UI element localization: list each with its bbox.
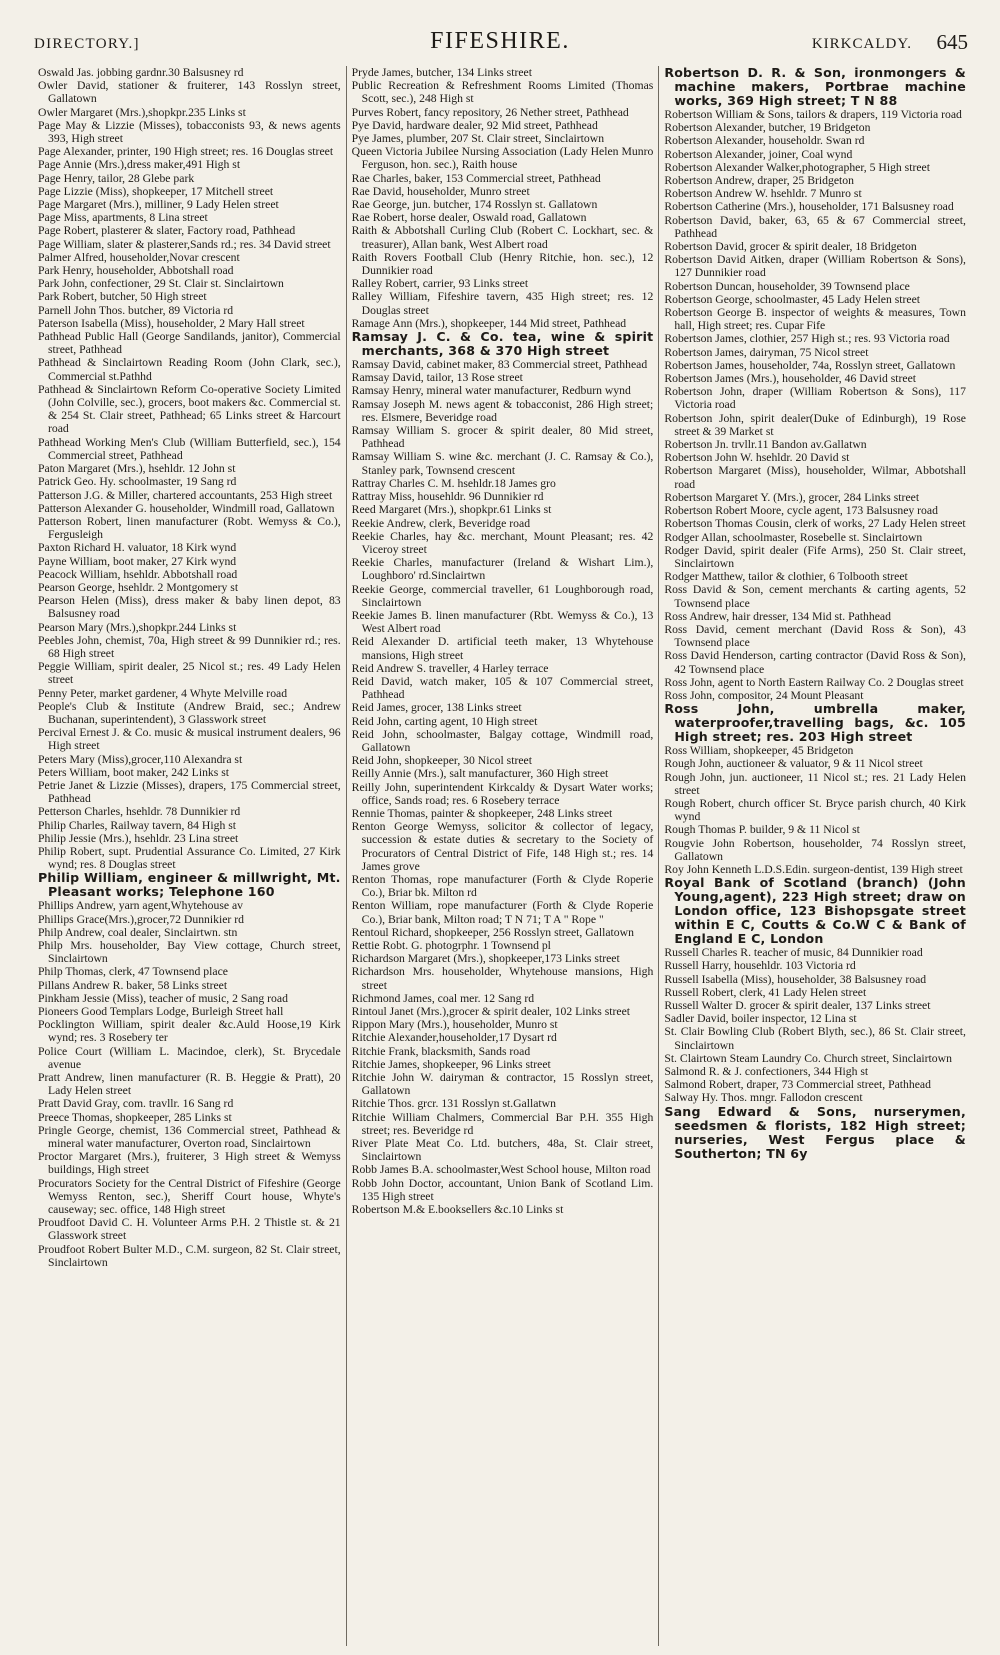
directory-entry: Owler David, stationer & fruiterer, 143 Rosslyn street, Gallatown [38,79,341,106]
directory-entry: Richardson Margaret (Mrs.), shopkeeper,173 Links street [351,952,620,966]
directory-entry: Ritchie Frank, blacksmith, Sands road [351,1044,531,1058]
directory-entry: Reekie Charles, hay &c. merchant, Mount Pleasant; res. 42 Viceroy street [351,529,654,556]
directory-entry: Reekie George, commercial traveller, 61 Loughborough road, Sinclairtown [351,582,654,609]
directory-entry: Reilly Annie (Mrs.), salt manufacturer, 360 High street [351,767,609,781]
directory-entry: Paterson Isabella (Miss), householder, 2 Mary Hall street [38,316,305,330]
directory-entry: Ramsay Henry, mineral water manufacturer, Redburn wynd [351,384,631,398]
directory-entry-advert: Ross John, umbrella maker, waterproofer,travelling bags, &c. 105 High street; res. 203 High street [664,701,966,745]
directory-entry: Robertson William & Sons, tailors & drapers, 119 Victoria road [664,108,962,121]
directory-entry: Pearson George, hsehldr. 2 Montgomery st [38,580,239,594]
directory-entry: Payne William, boot maker, 27 Kirk wynd [38,554,237,568]
directory-entry: Philip Robert, supt. Prudential Assurance Co. Limited, 27 Kirk wynd; res. 8 Douglas street [38,844,341,872]
directory-entry: Parnell John Thos. butcher, 89 Victoria rd [38,303,234,317]
header-left: DIRECTORY.] [34,36,140,52]
directory-entry: Philip Charles, Railway tavern, 84 High st [38,818,237,832]
directory-entry: Reilly John, superintendent Kirkcaldy & Dysart Water works; office, Sands road; res. 6 Rosebery terrace [351,780,654,807]
directory-entry: Rae Robert, horse dealer, Oswald road, Gallatown [351,211,587,225]
directory-entry: Reekie Andrew, clerk, Beveridge road [351,516,531,530]
directory-entry: Pratt Andrew, linen manufacturer (R. B. Heggie & Pratt), 20 Lady Helen street [38,1071,341,1098]
directory-entry: Rattray Miss, househldr. 96 Dunnikier rd [351,490,544,504]
directory-entry: Ralley Robert, carrier, 93 Links street [351,277,529,291]
directory-entry: Robertson Jn. trvllr.11 Bandon av.Gallatwn [664,438,867,452]
directory-columns [33,66,971,1646]
directory-entry: Pringle George, chemist, 136 Commercial street, Pathhead & mineral water manufacturer, Overton road, Sinclairtown [38,1123,341,1151]
directory-entry: Robertson Alexander, joiner, Coal wynd [664,147,853,161]
directory-entry: Robertson Margaret Y. (Mrs.), grocer, 284 Links street [664,490,920,504]
directory-entry: Ramsay Joseph M. news agent & tobacconist, 286 High street; res. Elsmere, Beveridge road [351,397,654,424]
directory-entry: Paxton Richard H. valuator, 18 Kirk wynd [38,541,237,555]
directory-entry: Reid James, grocer, 138 Links street [351,701,522,715]
directory-entry: Patterson J.G. & Miller, chartered accountants, 253 High street [38,488,333,502]
directory-entry: Pinkham Jessie (Miss), teacher of music, 2 Sang road [38,991,288,1005]
directory-entry: Robertson Thomas Cousin, clerk of works, 27 Lady Helen street [664,517,966,531]
directory-entry: Rough Robert, church officer St. Bryce parish church, 40 Kirk wynd [664,796,966,824]
directory-entry: Robertson Andrew W. hsehldr. 7 Munro st [664,187,862,201]
directory-entry: Phillips Grace(Mrs.),grocer,72 Dunnikier rd [38,912,244,926]
directory-entry-advert: Sang Edward & Sons, nurserymen, seedsmen & florists, 182 High street; nurseries, West Fergus place & Southerton; TN 6y [664,1103,966,1161]
directory-entry: Russell Charles R. teacher of music, 84 Dunnikier road [664,946,923,960]
directory-entry: Owler Margaret (Mrs.),shopkpr.235 Links st [38,105,246,119]
directory-entry: Pathhead & Sinclairtown Reform Co-operative Society Limited (John Colville, sec.), grocers, boot makers &c. Commercial st. & 254 St. Clair street, Pathhead; 65 Links street & Harcourt road [38,382,341,436]
directory-entry: Ross John, agent to North Eastern Railway Co. 2 Douglas street [664,675,964,689]
column-3 [658,66,971,1646]
directory-entry: Pratt David Gray, com. travllr. 16 Sang rd [38,1097,234,1111]
directory-entry: Pye David, hardware dealer, 92 Mid street, Pathhead [351,118,598,132]
directory-entry: Robertson Andrew, draper, 25 Bridgeton [664,174,854,188]
directory-entry-advert: Robertson D. R. & Son, ironmongers & machine makers, Portbrae machine works, 369 High street; T N 88 [664,66,966,108]
directory-entry: Rougvie John Robertson, householder, 74 Rosslyn street, Gallatown [664,836,966,863]
directory-entry: Ramage Ann (Mrs.), shopkeeper, 144 Mid street, Pathhead [351,316,627,330]
directory-entry: Robb John Doctor, accountant, Union Bank of Scotland Lim. 135 High street [351,1176,654,1203]
directory-entry: Reid Andrew S. traveller, 4 Harley terrace [351,661,549,675]
directory-entry: St. Clair Bowling Club (Robert Blyth, sec.), 86 St. Clair street, Sinclairtown [664,1025,966,1052]
directory-entry: Preece Thomas, shopkeeper, 285 Links st [38,1110,232,1124]
directory-entry: Pathhead & Sinclairtown Reading Room (John Clark, sec.), Commercial st.Pathhd [38,356,341,383]
header-title: FIFESHIRE. [430,28,570,54]
directory-entry: Pathhead Public Hall (George Sandilands, janitor), Commercial street, Pathhead [38,330,341,357]
directory-entry: Patrick Geo. Hy. schoolmaster, 19 Sang rd [38,475,237,489]
directory-entry: Reid Alexander D. artificial teeth maker, 13 Whytehouse mansions, High street [351,635,654,662]
directory-entry: Peters Mary (Miss),grocer,110 Alexandra st [38,752,243,766]
directory-entry: Rae Charles, baker, 153 Commercial street, Pathhead [351,171,601,185]
directory-entry: Reekie James B. linen manufacturer (Rbt. Wemyss & Co.), 13 West Albert road [351,608,654,636]
directory-entry: Pearson Helen (Miss), dress maker & baby linen depot, 83 Balsusney road [38,594,341,621]
directory-entry: Ritchie James, shopkeeper, 96 Links street [351,1057,551,1071]
directory-entry: Robertson Robert Moore, cycle agent, 173 Balsusney road [664,504,938,518]
directory-entry: Robertson David, baker, 63, 65 & 67 Commercial street, Pathhead [664,213,966,240]
directory-entry: Phillips Andrew, yarn agent,Whytehouse av [38,899,244,913]
directory-entry: Pioneers Good Templars Lodge, Burleigh Street hall [38,1005,284,1019]
directory-entry: Renton George Wemyss, solicitor & collector of legacy, succession & estate duties & secretary to the Society of Procurators of Central District of Fife, 148 High st.; res. 14 James grove [351,820,654,873]
directory-entry: Oswald Jas. jobbing gardnr.30 Balsusney rd [38,66,244,79]
directory-entry: Russell Robert, clerk, 41 Lady Helen street [664,985,867,999]
directory-entry: Ross David & Son, cement merchants & carting agents, 52 Townsend place [664,583,966,610]
directory-entry: Robertson Duncan, householder, 39 Townsend place [664,279,910,293]
directory-entry: Robertson Alexander Walker,photographer, 5 High street [664,160,930,174]
directory-entry: Rodger David, spirit dealer (Fife Arms), 250 St. Clair street, Sinclairtown [664,543,966,570]
directory-entry: Ross David, cement merchant (David Ross & Son), 43 Townsend place [664,622,966,650]
directory-entry: Ritchie Alexander,householder,17 Dysart rd [351,1031,557,1045]
directory-entry: Pearson Mary (Mrs.),shopkpr.244 Links st [38,620,237,634]
directory-entry: Robertson John, spirit dealer(Duke of Edinburgh), 19 Rose street & 39 Market st [664,411,966,438]
directory-entry: Petterson Charles, hsehldr. 78 Dunnikier rd [38,805,241,819]
directory-entry: Reid John, schoolmaster, Balgay cottage, Windmill road, Gallatown [351,727,654,754]
page-header [30,26,970,56]
directory-entry: Ritchie William Chalmers, Commercial Bar P.H. 355 High street; res. Beveridge rd [351,1110,654,1137]
directory-entry: Russell Harry, househldr. 103 Victoria rd [664,959,856,973]
directory-entry: Peebles John, chemist, 70a, High street & 99 Dunnikier rd.; res. 68 High street [38,633,341,660]
directory-entry: Salway Hy. Thos. mngr. Fallodon crescent [664,1091,863,1105]
directory-entry: Philp Mrs. householder, Bay View cottage, Church street, Sinclairtown [38,939,341,966]
directory-entry: Raith Rovers Football Club (Henry Ritchie, hon. sec.), 12 Dunnikier road [351,250,654,278]
directory-entry-advert: Philip William, engineer & millwright, Mt. Pleasant works; Telephone 160 [38,870,341,900]
directory-entry: Rennie Thomas, painter & shopkeeper, 248 Links street [351,806,613,820]
directory-entry: Park Henry, householder, Abbotshall road [38,264,234,278]
directory-entry: Percival Ernest J. & Co. music & musical instrument dealers, 96 High street [38,726,341,753]
directory-entry: Robertson James, householder, 74a, Rosslyn street, Gallatown [664,358,956,372]
directory-entry: Pryde James, butcher, 134 Links street [351,66,532,79]
column-2 [346,66,659,1646]
directory-entry: Paton Margaret (Mrs.), hsehldr. 12 John st [38,462,236,476]
directory-entry: Ramsay William S. grocer & spirit dealer, 80 Mid street, Pathhead [351,424,654,451]
directory-entry: Reed Margaret (Mrs.), shopkpr.61 Links st [351,503,552,517]
directory-entry: Patterson Alexander G. householder, Windmill road, Gallatown [38,501,335,515]
directory-entry: Ross Andrew, hair dresser, 134 Mid st. Pathhead [664,609,891,623]
directory-entry: Philp Andrew, coal dealer, Sinclairtwn. stn [38,925,238,939]
directory-entry: Robertson James, dairyman, 75 Nicol street [664,345,869,359]
directory-entry: Robertson Alexander, householdr. Swan rd [664,134,865,148]
directory-entry: Rentoul Richard, shopkeeper, 256 Rosslyn street, Gallatown [351,925,634,939]
directory-entry: Proudfoot David C. H. Volunteer Arms P.H. 2 Thistle st. & 21 Glasswork street [38,1216,341,1243]
directory-entry: Page Margaret (Mrs.), milliner, 9 Lady Helen street [38,198,279,212]
directory-entry: Page Lizzie (Miss), shopkeeper, 17 Mitchell street [38,184,274,198]
directory-entry: Robb James B.A. schoolmaster,West School house, Milton road [351,1163,651,1177]
directory-entry: Ritchie Thos. grcr. 131 Rosslyn st.Gallatwn [351,1097,556,1111]
directory-entry: Park Robert, butcher, 50 High street [38,290,207,304]
directory-entry: Sadler David, boiler inspector, 12 Lina st [664,1012,857,1026]
directory-entry: Rae George, jun. butcher, 174 Rosslyn st. Gallatown [351,198,598,212]
directory-entry: Robertson James, clothier, 257 High st.; res. 93 Victoria road [664,332,950,346]
directory-entry: Page Annie (Mrs.),dress maker,491 High st [38,158,241,172]
directory-entry: Ross David Henderson, carting contractor (David Ross & Son), 42 Townsend place [664,649,966,676]
directory-entry: Ramsay David, cabinet maker, 83 Commercial street, Pathhead [351,358,648,372]
directory-entry: Pye James, plumber, 207 St. Clair street, Sinclairtown [351,132,605,146]
directory-entry: Philip Jessie (Mrs.), hsehldr. 23 Lina street [38,831,239,845]
directory-entry: Ralley William, Fifeshire tavern, 435 High street; res. 12 Douglas street [351,290,654,317]
directory-entry: Renton William, rope manufacturer (Forth & Clyde Roperie Co.), Briar bank, Milton road; T N 71; T A " Rope " [351,899,654,926]
directory-entry: Rough Thomas P. builder, 9 & 11 Nicol st [664,823,860,837]
directory-entry: Robertson George B. inspector of weights & measures, Town hall, High street; res. Cupar Fife [664,306,966,333]
directory-entry: Richardson Mrs. householder, Whytehouse mansions, High street [351,965,654,992]
page-number: 645 [936,30,968,54]
directory-entry-advert: Royal Bank of Scotland (branch) (John Young,agent), 223 High street; draw on London office, 123 Bishopsgate street within E C, Coutts & Co.W C & Bank of England E C, London [664,875,966,947]
header-running-head: KIRKCALDY. [811,36,912,52]
directory-entry: Patterson Robert, linen manufacturer (Robt. Wemyss & Co.), Fergusleigh [38,514,341,542]
directory-entry: Page Robert, plasterer & slater, Factory road, Pathhead [38,224,296,238]
directory-entry: Reid John, shopkeeper, 30 Nicol street [351,754,532,768]
directory-entry: River Plate Meat Co. Ltd. butchers, 48a, St. Clair street, Sinclairtown [351,1137,654,1164]
directory-entry: St. Clairtown Steam Laundry Co. Church street, Sinclairtown [664,1051,952,1065]
directory-entry: Penny Peter, market gardener, 4 Whyte Melville road [38,686,288,700]
directory-entry: Pillans Andrew R. baker, 58 Links street [38,978,228,992]
directory-entry: Russell Isabella (Miss), householder, 38 Balsusney road [664,972,927,986]
directory-entry: Rintoul Janet (Mrs.),grocer & spirit dealer, 102 Links street [351,1005,630,1019]
directory-entry: Peacock William, hsehldr. Abbotshall road [38,567,238,581]
directory-entry: Robertson John, draper (William Robertson & Sons), 117 Victoria road [664,385,966,412]
directory-entry: Russell Walter D. grocer & spirit dealer, 137 Links street [664,998,931,1012]
directory-entry: Petrie Janet & Lizzie (Misses), drapers, 175 Commercial street, Pathhead [38,778,341,806]
directory-entry: Ramsay William S. wine &c. merchant (J. C. Ramsay & Co.), Stanley park, Townsend crescent [351,450,654,477]
directory-entry: Robertson Margaret (Miss), householder, Wilmar, Abbotshall road [664,464,966,491]
directory-entry: Rough John, auctioneer & valuator, 9 & 11 Nicol street [664,757,923,771]
directory-entry: Pathhead Working Men's Club (William Butterfield, sec.), 154 Commercial street, Pathhead [38,435,341,462]
directory-entry: Proudfoot Robert Bulter M.D., C.M. surgeon, 82 St. Clair street, Sinclairtown [38,1242,341,1269]
directory-entry: Robertson David Aitken, draper (William Robertson & Sons), 127 Dunnikier road [664,253,966,280]
directory-entry: Salmond R. & J. confectioners, 344 High st [664,1065,869,1078]
directory-entry: Procurators Society for the Central District of Fifeshire (George Wemyss Renton, sec.), Sheriff Court house, Whyte's causeway; sec. office, 148 High street [38,1176,341,1217]
directory-entry: Page William, slater & plasterer,Sands rd.; res. 34 David street [38,237,331,251]
directory-entry: Philp Thomas, clerk, 47 Townsend place [38,965,228,979]
directory-entry: Robertson Alexander, butcher, 19 Bridgeton [664,121,871,135]
directory-entry: Rippon Mary (Mrs.), householder, Munro st [351,1018,558,1032]
directory-entry: Reid David, watch maker, 105 & 107 Commercial street, Pathhead [351,674,654,702]
directory-entry: Page Miss, apartments, 8 Lina street [38,211,208,225]
directory-entry: Renton Thomas, rope manufacturer (Forth & Clyde Roperie Co.), Briar bk. Milton rd [351,872,654,900]
directory-entry: Robertson David, grocer & spirit dealer, 18 Bridgeton [664,240,917,254]
directory-entry: Rodger Matthew, tailor & clothier, 6 Tolbooth street [664,570,908,584]
directory-entry: Robertson James (Mrs.), householder, 46 David street [664,372,917,386]
directory-entry: Page Henry, tailor, 28 Glebe park [38,171,195,185]
directory-entry: Pocklington William, spirit dealer &c.Auld Hoose,19 Kirk wynd; res. 3 Rosebery ter [38,1018,341,1045]
directory-entry-advert: Ramsay J. C. & Co. tea, wine & spirit merchants, 368 & 370 High street [351,329,654,359]
directory-entry: Robertson George, schoolmaster, 45 Lady Helen street [664,292,921,306]
column-1 [33,66,346,1646]
directory-entry: Queen Victoria Jubilee Nursing Association (Lady Helen Munro Ferguson, hon. sec.), Raith house [351,145,654,172]
directory-entry: Ross William, shopkeeper, 45 Bridgeton [664,744,854,758]
directory-entry: Purves Robert, fancy repository, 26 Nether street, Pathhead [351,105,629,119]
directory-entry: Peggie William, spirit dealer, 25 Nicol st.; res. 49 Lady Helen street [38,660,341,687]
directory-entry: Robertson Catherine (Mrs.), householder, 171 Balsusney road [664,200,954,214]
directory-entry: Reekie Charles, manufacturer (Ireland & Wishart Lim.), Loughboro' rd.Sinclairtwn [351,556,654,583]
directory-entry: Rae David, householder, Munro street [351,184,530,198]
directory-entry: Rattray Charles C. M. hsehldr.18 James gro [351,476,556,490]
directory-entry: Ross John, compositor, 24 Mount Pleasant [664,688,864,702]
directory-entry: People's Club & Institute (Andrew Braid, sec.; Andrew Buchanan, superintendent), 3 Glasswork street [38,699,341,726]
directory-entry: Ramsay David, tailor, 13 Rose street [351,371,523,385]
directory-entry: Page May & Lizzie (Misses), tobacconists 93, & news agents 393, High street [38,118,341,146]
directory-entry: Roy John Kenneth L.D.S.Edin. surgeon-dentist, 139 High street [664,862,963,876]
directory-entry: Palmer Alfred, householder,Novar crescent [38,250,240,264]
directory-entry: Salmond Robert, draper, 73 Commercial street, Pathhead [664,1078,931,1092]
directory-entry: Peters William, boot maker, 242 Links st [38,765,230,779]
directory-entry: Police Court (William L. Macindoe, clerk), St. Brycedale avenue [38,1044,341,1071]
directory-entry: Rodger Allan, schoolmaster, Rosebelle st. Sinclairtown [664,530,923,544]
directory-entry: Rettie Robt. G. photogrphr. 1 Townsend pl [351,939,551,952]
directory-entry: Rough John, jun. auctioneer, 11 Nicol st.; res. 21 Lady Helen street [664,770,966,797]
directory-entry: Ritchie John W. dairyman & contractor, 15 Rosslyn street, Gallatown [351,1071,654,1098]
directory-entry: Page Alexander, printer, 190 High street; res. 16 Douglas street [38,145,334,159]
directory-entry: Richmond James, coal mer. 12 Sang rd [351,991,535,1005]
directory-entry: Public Recreation & Refreshment Rooms Limited (Thomas Scott, sec.), 248 High st [351,79,654,106]
directory-entry: Robertson John W. hsehldr. 20 David st [664,451,850,465]
directory-entry: Proctor Margaret (Mrs.), fruiterer, 3 High street & Wemyss buildings, High street [38,1150,341,1177]
directory-entry: Raith & Abbotshall Curling Club (Robert C. Lockhart, sec. & treasurer), Allan bank, West Albert road [351,224,654,251]
directory-entry: Robertson M.& E.booksellers &c.10 Links st [351,1203,564,1217]
directory-entry: Reid John, carting agent, 10 High street [351,714,538,728]
directory-entry: Park John, confectioner, 29 St. Clair st. Sinclairtown [38,277,284,291]
